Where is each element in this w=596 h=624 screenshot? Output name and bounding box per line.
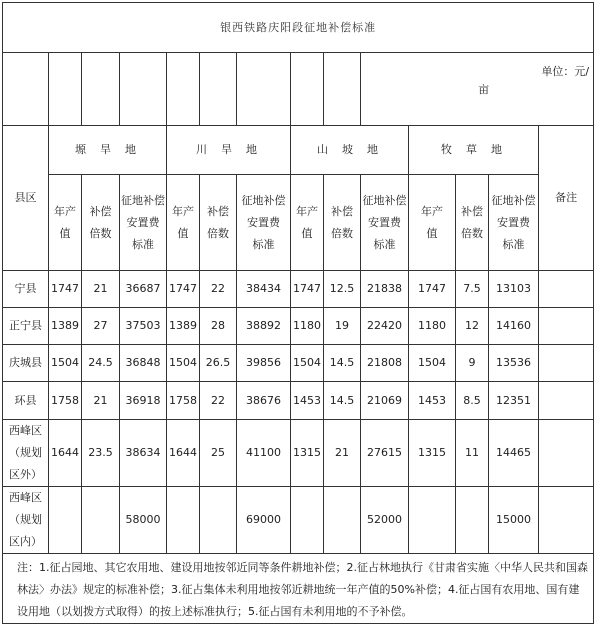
value-cell: 8.5 bbox=[456, 382, 489, 420]
table-row bbox=[3, 271, 594, 308]
value-cell: 26.5 bbox=[200, 345, 237, 382]
value-cell: 38892 bbox=[237, 308, 291, 345]
multiple-header bbox=[324, 175, 361, 271]
value-cell: 1453 bbox=[409, 382, 456, 420]
remark-cell bbox=[539, 308, 594, 345]
blank-cell bbox=[3, 53, 49, 126]
value-cell: 14.5 bbox=[324, 382, 361, 420]
value-cell: 1758 bbox=[49, 382, 82, 420]
annual-output-header bbox=[167, 175, 200, 271]
header-line: 值 bbox=[426, 226, 438, 240]
standard-header bbox=[120, 175, 167, 271]
blank-cell bbox=[167, 53, 200, 126]
multiple-header bbox=[456, 175, 489, 271]
blank-cell bbox=[82, 53, 120, 126]
value-cell: 23.5 bbox=[82, 420, 120, 487]
value-cell: 1747 bbox=[409, 271, 456, 308]
county-header: 县区 bbox=[3, 126, 49, 271]
header-line: 值 bbox=[301, 226, 313, 240]
header-line: 年产 bbox=[54, 204, 76, 218]
value-cell: 28 bbox=[200, 308, 237, 345]
value-cell: 21069 bbox=[361, 382, 409, 420]
value-cell: 21838 bbox=[361, 271, 409, 308]
table-row bbox=[3, 345, 594, 382]
unit-line-1: 单位：元/ bbox=[541, 65, 590, 78]
value-cell: 38676 bbox=[237, 382, 291, 420]
county-line: 区内） bbox=[9, 535, 42, 548]
value-cell: 19 bbox=[324, 308, 361, 345]
value-cell: 37503 bbox=[120, 308, 167, 345]
county-cell bbox=[3, 420, 49, 487]
value-cell: 1747 bbox=[167, 271, 200, 308]
value-cell: 1504 bbox=[167, 345, 200, 382]
header-line: 征地补偿 bbox=[362, 193, 407, 207]
header-line: 标准 bbox=[132, 237, 154, 251]
remark-cell bbox=[539, 382, 594, 420]
blank-cell bbox=[237, 53, 291, 126]
blank-cell bbox=[120, 53, 167, 126]
group-header-mucao: 牧草地 bbox=[409, 126, 539, 175]
header-line: 倍数 bbox=[331, 226, 353, 240]
county-line: （规划 bbox=[9, 446, 42, 459]
value-cell: 1315 bbox=[291, 420, 324, 487]
annual-output-header bbox=[291, 175, 324, 271]
value-cell: 36918 bbox=[120, 382, 167, 420]
blank-cell bbox=[324, 53, 361, 126]
value-cell: 1389 bbox=[167, 308, 200, 345]
county-line: 西峰区 bbox=[9, 424, 42, 437]
header-line: 标准 bbox=[502, 237, 525, 251]
value-cell: 24.5 bbox=[82, 345, 120, 382]
header-line: 安置费 bbox=[497, 215, 530, 229]
county-cell: 庆城县 bbox=[3, 345, 49, 382]
group-header-chuan: 川旱地 bbox=[167, 126, 291, 175]
value-cell: 15000 bbox=[489, 487, 539, 554]
value-cell bbox=[49, 487, 82, 554]
value-cell: 27 bbox=[82, 308, 120, 345]
value-cell: 69000 bbox=[237, 487, 291, 554]
value-cell: 1747 bbox=[291, 271, 324, 308]
remark-cell bbox=[539, 271, 594, 308]
compensation-table bbox=[2, 2, 594, 624]
value-cell bbox=[324, 487, 361, 554]
value-cell: 13536 bbox=[489, 345, 539, 382]
header-line: 值 bbox=[177, 226, 189, 240]
header-line: 安置费 bbox=[126, 215, 160, 229]
value-cell: 38434 bbox=[237, 271, 291, 308]
value-cell bbox=[456, 487, 489, 554]
value-cell: 14465 bbox=[489, 420, 539, 487]
value-cell: 12.5 bbox=[324, 271, 361, 308]
value-cell: 36687 bbox=[120, 271, 167, 308]
value-cell: 36848 bbox=[120, 345, 167, 382]
value-cell bbox=[200, 487, 237, 554]
header-line: 标准 bbox=[373, 237, 396, 251]
header-line: 标准 bbox=[252, 237, 275, 251]
value-cell: 41100 bbox=[237, 420, 291, 487]
annual-output-header bbox=[49, 175, 82, 271]
county-cell: 正宁县 bbox=[3, 308, 49, 345]
value-cell: 1504 bbox=[291, 345, 324, 382]
value-cell: 1315 bbox=[409, 420, 456, 487]
header-line: 征地补偿 bbox=[121, 193, 165, 207]
header-line: 值 bbox=[59, 226, 71, 240]
annual-output-header bbox=[409, 175, 456, 271]
remark-cell bbox=[539, 487, 594, 554]
value-cell: 39856 bbox=[237, 345, 291, 382]
county-line: 区外） bbox=[9, 468, 42, 481]
footnote: 注：1.征占园地、其它农用地、建设用地按邻近同等条件耕地补偿；2.征占林地执行《甘肃省实施〈中华人民共和国森林法〉办法》规定的标准补偿；3.征占集体未利用地按邻近耕地统一年产值的50%补偿；4.征占国有农用地、国有建设用地（以划拨方式取得）的按上述标准执行；5.征占国有未利用地的不予补偿。 bbox=[3, 554, 594, 624]
multiple-header bbox=[82, 175, 120, 271]
value-cell: 13103 bbox=[489, 271, 539, 308]
value-cell bbox=[409, 487, 456, 554]
multiple-header bbox=[200, 175, 237, 271]
header-line: 征地补偿 bbox=[491, 193, 536, 207]
unit-label bbox=[361, 53, 594, 126]
value-cell: 38634 bbox=[120, 420, 167, 487]
table-row bbox=[3, 420, 594, 487]
header-line: 安置费 bbox=[368, 215, 401, 229]
value-cell: 22 bbox=[200, 382, 237, 420]
value-cell bbox=[167, 487, 200, 554]
standard-header bbox=[361, 175, 409, 271]
unit-line-2: 亩 bbox=[478, 83, 490, 96]
header-line: 年产 bbox=[421, 204, 443, 218]
table-row bbox=[3, 308, 594, 345]
value-cell: 1180 bbox=[409, 308, 456, 345]
header-line: 安置费 bbox=[247, 215, 280, 229]
table-title: 银西铁路庆阳段征地补偿标准 bbox=[3, 3, 594, 53]
blank-cell bbox=[200, 53, 237, 126]
value-cell: 21 bbox=[324, 420, 361, 487]
value-cell: 11 bbox=[456, 420, 489, 487]
county-cell: 环县 bbox=[3, 382, 49, 420]
value-cell: 1747 bbox=[49, 271, 82, 308]
value-cell: 1180 bbox=[291, 308, 324, 345]
value-cell: 21808 bbox=[361, 345, 409, 382]
value-cell: 14160 bbox=[489, 308, 539, 345]
header-line: 年产 bbox=[172, 204, 194, 218]
value-cell bbox=[82, 487, 120, 554]
value-cell: 21 bbox=[82, 271, 120, 308]
remark-cell bbox=[539, 345, 594, 382]
header-line: 倍数 bbox=[89, 226, 112, 240]
value-cell: 9 bbox=[456, 345, 489, 382]
value-cell: 1504 bbox=[409, 345, 456, 382]
value-cell: 1504 bbox=[49, 345, 82, 382]
value-cell: 52000 bbox=[361, 487, 409, 554]
blank-cell bbox=[291, 53, 324, 126]
value-cell: 12351 bbox=[489, 382, 539, 420]
value-cell: 22420 bbox=[361, 308, 409, 345]
value-cell: 58000 bbox=[120, 487, 167, 554]
header-line: 补偿 bbox=[461, 204, 483, 218]
table-row bbox=[3, 382, 594, 420]
group-header-yuan: 塬旱地 bbox=[49, 126, 167, 175]
value-cell: 25 bbox=[200, 420, 237, 487]
standard-header bbox=[489, 175, 539, 271]
value-cell: 1644 bbox=[167, 420, 200, 487]
header-line: 年产 bbox=[296, 204, 318, 218]
value-cell: 22 bbox=[200, 271, 237, 308]
value-cell: 1644 bbox=[49, 420, 82, 487]
county-line: （规划 bbox=[9, 513, 42, 526]
value-cell: 21 bbox=[82, 382, 120, 420]
value-cell: 7.5 bbox=[456, 271, 489, 308]
value-cell: 1453 bbox=[291, 382, 324, 420]
value-cell: 12 bbox=[456, 308, 489, 345]
blank-cell bbox=[49, 53, 82, 126]
header-line: 补偿 bbox=[207, 204, 229, 218]
value-cell: 14.5 bbox=[324, 345, 361, 382]
header-line: 倍数 bbox=[461, 226, 483, 240]
remark-header: 备注 bbox=[539, 126, 594, 271]
header-line: 补偿 bbox=[331, 204, 353, 218]
header-line: 倍数 bbox=[207, 226, 229, 240]
standard-header bbox=[237, 175, 291, 271]
value-cell: 1389 bbox=[49, 308, 82, 345]
value-cell: 1758 bbox=[167, 382, 200, 420]
header-line: 征地补偿 bbox=[241, 193, 286, 207]
county-cell: 宁县 bbox=[3, 271, 49, 308]
value-cell bbox=[291, 487, 324, 554]
county-line: 西峰区 bbox=[9, 491, 42, 504]
county-cell bbox=[3, 487, 49, 554]
value-cell: 27615 bbox=[361, 420, 409, 487]
table-row bbox=[3, 487, 594, 554]
group-header-shanpo: 山坡地 bbox=[291, 126, 409, 175]
remark-cell bbox=[539, 420, 594, 487]
header-line: 补偿 bbox=[89, 204, 112, 218]
